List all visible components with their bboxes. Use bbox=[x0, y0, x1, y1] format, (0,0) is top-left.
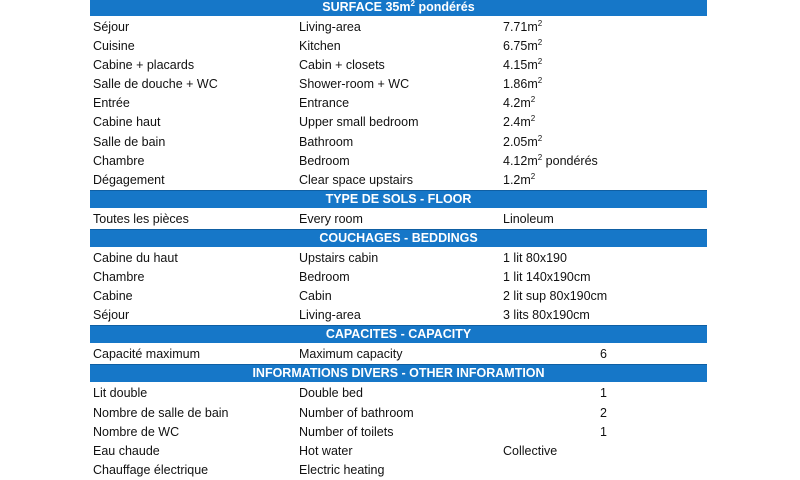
table-row bbox=[90, 423, 707, 442]
label-fr: Nombre de WC bbox=[93, 424, 180, 439]
label-fr: Cabine bbox=[93, 289, 133, 304]
table-row bbox=[90, 133, 707, 152]
label-en: Hot water bbox=[299, 443, 353, 458]
label-fr: Cabine haut bbox=[93, 115, 161, 130]
label-fr: Cabine du haut bbox=[93, 250, 178, 265]
table-row bbox=[90, 171, 707, 190]
table-row bbox=[90, 94, 707, 113]
table-row bbox=[90, 249, 707, 268]
label-en: Shower-room + WC bbox=[299, 77, 410, 92]
label-fr: Nombre de salle de bain bbox=[93, 405, 229, 420]
section-header-surface bbox=[90, 0, 707, 16]
property-spec-sheet bbox=[90, 0, 707, 480]
table-row bbox=[90, 152, 707, 171]
table-row bbox=[90, 113, 707, 132]
label-en: Maximum capacity bbox=[299, 347, 403, 362]
table-row bbox=[90, 306, 707, 325]
section-header-floor: TYPE DE SOLS - FLOOR bbox=[90, 190, 707, 208]
label-en: Upper small bedroom bbox=[299, 115, 419, 130]
label-fr: Séjour bbox=[93, 308, 130, 323]
value: $2.05m^2$ bbox=[503, 133, 543, 149]
table-row bbox=[90, 461, 707, 480]
value: $2.4m^2$ bbox=[503, 114, 536, 130]
value: $4.15m^2$ bbox=[503, 57, 543, 73]
label-fr: Dégagement bbox=[93, 172, 165, 187]
label-fr: Salle de bain bbox=[93, 134, 166, 149]
label-en: Double bed bbox=[299, 386, 363, 401]
table-row bbox=[90, 37, 707, 56]
label-fr: Cabine + placards bbox=[93, 58, 195, 73]
value: $4.12m^2$ pondérés bbox=[503, 152, 598, 168]
label-en: Number of toilets bbox=[299, 424, 394, 439]
table-row bbox=[90, 268, 707, 287]
section-title-suffix: pondérés bbox=[414, 0, 475, 14]
table-row bbox=[90, 210, 707, 229]
value: $1.2m^2$ bbox=[503, 171, 536, 187]
label-en: Bedroom bbox=[299, 270, 350, 285]
label-en: Kitchen bbox=[299, 39, 341, 54]
value: 1 lit 140x190cm bbox=[503, 270, 591, 285]
label-en: Upstairs cabin bbox=[299, 250, 379, 265]
value: $1.86m^2$ bbox=[503, 76, 543, 92]
section-header-capacity: CAPACITES - CAPACITY bbox=[90, 325, 707, 343]
value: $6.75m^2$ bbox=[503, 38, 543, 54]
value-number: 1 bbox=[600, 424, 607, 439]
value-number: 1 bbox=[600, 386, 607, 401]
value: Linoleum bbox=[503, 211, 554, 226]
label-en: Entrance bbox=[299, 96, 350, 111]
label-fr: Lit double bbox=[93, 386, 148, 401]
value: 2 lit sup 80x190cm bbox=[503, 289, 608, 304]
value: Collective bbox=[503, 443, 558, 458]
label-fr: Salle de douche + WC bbox=[93, 77, 218, 92]
label-fr: Séjour bbox=[93, 20, 130, 34]
label-en: Cabin bbox=[299, 289, 332, 304]
label-fr: Cuisine bbox=[93, 39, 135, 54]
value: $7.71m^2$ bbox=[503, 19, 543, 34]
label-en: Number of bathroom bbox=[299, 405, 414, 420]
table-row bbox=[90, 287, 707, 306]
label-fr: Chambre bbox=[93, 270, 145, 285]
table-row bbox=[90, 404, 707, 423]
value: $4.2m^2$ bbox=[503, 95, 536, 111]
section-header-other-information: INFORMATIONS DIVERS - OTHER INFORAMTION bbox=[90, 364, 707, 382]
label-fr: Entrée bbox=[93, 96, 130, 111]
label-en: Living-area bbox=[299, 308, 361, 323]
label-fr: Chauffage électrique bbox=[93, 462, 209, 477]
table-row bbox=[90, 75, 707, 94]
value: 3 lits 80x190cm bbox=[503, 308, 590, 323]
label-en: Cabin + closets bbox=[299, 58, 385, 73]
label-en: Bedroom bbox=[299, 153, 350, 168]
value-number: 6 bbox=[600, 347, 607, 362]
table-row bbox=[90, 56, 707, 75]
label-en: Clear space upstairs bbox=[299, 172, 413, 187]
section-title: SURFACE 35m bbox=[322, 0, 411, 14]
section-header-beddings: COUCHAGES - BEDDINGS bbox=[90, 229, 707, 247]
label-en: Bathroom bbox=[299, 134, 354, 149]
label-en: Living-area bbox=[299, 20, 361, 34]
table-row bbox=[90, 18, 707, 37]
table-row bbox=[90, 345, 707, 364]
label-fr: Chambre bbox=[93, 153, 145, 168]
label-fr: Toutes les pièces bbox=[93, 211, 189, 226]
label-fr: Capacité maximum bbox=[93, 347, 200, 362]
value-number: 2 bbox=[600, 405, 607, 420]
label-fr: Eau chaude bbox=[93, 443, 160, 458]
section-title-sup: 2 bbox=[410, 0, 415, 8]
value: 1 lit 80x190 bbox=[503, 250, 567, 265]
label-en: Electric heating bbox=[299, 462, 385, 477]
label-en: Every room bbox=[299, 211, 363, 226]
table-row bbox=[90, 442, 707, 461]
table-row bbox=[90, 384, 707, 403]
